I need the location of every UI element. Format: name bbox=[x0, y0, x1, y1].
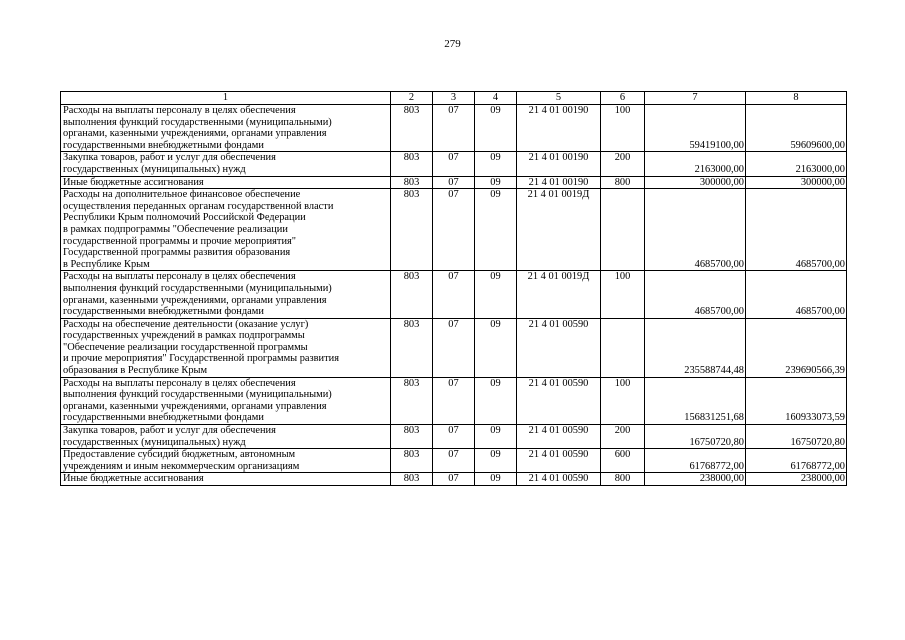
description-line: Предоставление субсидий бюджетным, автономным bbox=[63, 449, 296, 461]
cell-target-article: 21 4 01 0019Д bbox=[517, 189, 601, 271]
cell-amount-year-1: 4685700,00 bbox=[645, 271, 746, 318]
cell-subsection: 09 bbox=[475, 425, 517, 449]
cell-description bbox=[61, 318, 391, 377]
description-line: государственными внебюджетными фондами bbox=[63, 306, 264, 318]
cell-target-article: 21 4 01 00590 bbox=[517, 449, 601, 473]
description-line: органами, казенными учреждениями, органами управления bbox=[63, 400, 327, 412]
description-line: выполнения функций государственными (муниципальными) bbox=[63, 116, 332, 128]
cell-amount-year-1: 235588744,48 bbox=[645, 318, 746, 377]
cell-ministry-code: 803 bbox=[391, 189, 433, 271]
cell-amount-year-2: 239690566,39 bbox=[746, 318, 847, 377]
cell-description bbox=[61, 176, 391, 189]
cell-expense-type bbox=[601, 318, 645, 377]
cell-amount-year-1: 61768772,00 bbox=[645, 449, 746, 473]
description-line: и прочие мероприятия" Государственной программы развития bbox=[63, 353, 339, 365]
cell-description bbox=[61, 189, 391, 271]
cell-description bbox=[61, 449, 391, 473]
table-row bbox=[61, 176, 847, 189]
cell-ministry-code: 803 bbox=[391, 377, 433, 424]
cell-section: 07 bbox=[433, 105, 475, 152]
description-line: государственных (муниципальных) нужд bbox=[63, 436, 246, 448]
description-line: выполнения функций государственными (муниципальными) bbox=[63, 282, 332, 294]
cell-subsection: 09 bbox=[475, 152, 517, 176]
description-line: выполнения функций государственными (муниципальными) bbox=[63, 389, 332, 401]
description-line: органами, казенными учреждениями, органами управления bbox=[63, 128, 327, 140]
cell-ministry-code: 803 bbox=[391, 176, 433, 189]
cell-ministry-code: 803 bbox=[391, 271, 433, 318]
cell-subsection: 09 bbox=[475, 449, 517, 473]
table-body bbox=[61, 105, 847, 486]
cell-section: 07 bbox=[433, 449, 475, 473]
cell-expense-type: 100 bbox=[601, 271, 645, 318]
cell-amount-year-2: 16750720,80 bbox=[746, 425, 847, 449]
header-cell-2: 2 bbox=[391, 92, 433, 105]
cell-expense-type: 600 bbox=[601, 449, 645, 473]
description-line: государственной программы и прочие мероприятия" bbox=[63, 235, 297, 247]
table-row bbox=[61, 473, 847, 486]
cell-section: 07 bbox=[433, 152, 475, 176]
cell-ministry-code: 803 bbox=[391, 152, 433, 176]
cell-amount-year-2: 300000,00 bbox=[746, 176, 847, 189]
cell-section: 07 bbox=[433, 189, 475, 271]
header-cell-8: 8 bbox=[746, 92, 847, 105]
table-row bbox=[61, 105, 847, 152]
cell-amount-year-2: 4685700,00 bbox=[746, 189, 847, 271]
cell-section: 07 bbox=[433, 176, 475, 189]
header-cell-6: 6 bbox=[601, 92, 645, 105]
cell-ministry-code: 803 bbox=[391, 473, 433, 486]
cell-subsection: 09 bbox=[475, 473, 517, 486]
cell-description bbox=[61, 105, 391, 152]
cell-amount-year-2: 238000,00 bbox=[746, 473, 847, 486]
table-row bbox=[61, 189, 847, 271]
table-row bbox=[61, 318, 847, 377]
cell-target-article: 21 4 01 00590 bbox=[517, 377, 601, 424]
description-line: Закупка товаров, работ и услуг для обеспечения bbox=[63, 425, 276, 437]
cell-expense-type: 100 bbox=[601, 105, 645, 152]
cell-amount-year-1: 2163000,00 bbox=[645, 152, 746, 176]
description-line: в рамках подпрограммы "Обеспечение реализации bbox=[63, 223, 288, 235]
cell-description bbox=[61, 271, 391, 318]
cell-amount-year-2: 61768772,00 bbox=[746, 449, 847, 473]
cell-amount-year-2: 2163000,00 bbox=[746, 152, 847, 176]
cell-amount-year-1: 156831251,68 bbox=[645, 377, 746, 424]
table-row bbox=[61, 271, 847, 318]
cell-subsection: 09 bbox=[475, 377, 517, 424]
cell-description bbox=[61, 425, 391, 449]
description-line: учреждениям и иным некоммерческим организациям bbox=[63, 460, 300, 472]
header-row bbox=[61, 92, 847, 105]
cell-description bbox=[61, 473, 391, 486]
description-line: "Обеспечение реализации государственной программы bbox=[63, 341, 308, 353]
description-line: в Республике Крым bbox=[63, 258, 150, 270]
table-row bbox=[61, 377, 847, 424]
description-line: государственными внебюджетными фондами bbox=[63, 412, 264, 424]
cell-section: 07 bbox=[433, 425, 475, 449]
cell-target-article: 21 4 01 00190 bbox=[517, 152, 601, 176]
cell-amount-year-1: 16750720,80 bbox=[645, 425, 746, 449]
cell-expense-type: 200 bbox=[601, 152, 645, 176]
cell-section: 07 bbox=[433, 271, 475, 318]
cell-subsection: 09 bbox=[475, 105, 517, 152]
cell-amount-year-1: 59419100,00 bbox=[645, 105, 746, 152]
description-line: Расходы на дополнительное финансовое обеспечение bbox=[63, 189, 301, 201]
cell-amount-year-1: 238000,00 bbox=[645, 473, 746, 486]
description-line: государственными внебюджетными фондами bbox=[63, 139, 264, 151]
cell-amount-year-1: 300000,00 bbox=[645, 176, 746, 189]
cell-subsection: 09 bbox=[475, 318, 517, 377]
description-line: органами, казенными учреждениями, органами управления bbox=[63, 294, 327, 306]
page-number: 279 bbox=[444, 38, 461, 50]
cell-expense-type bbox=[601, 189, 645, 271]
description-line: Закупка товаров, работ и услуг для обеспечения bbox=[63, 152, 276, 164]
description-line: Государственной программы развития образования bbox=[63, 247, 291, 259]
cell-subsection: 09 bbox=[475, 271, 517, 318]
cell-amount-year-1: 4685700,00 bbox=[645, 189, 746, 271]
description-line: Расходы на выплаты персоналу в целях обеспечения bbox=[63, 377, 296, 389]
cell-description bbox=[61, 152, 391, 176]
cell-section: 07 bbox=[433, 318, 475, 377]
description-line: образования в Республике Крым bbox=[63, 365, 208, 377]
cell-target-article: 21 4 01 00190 bbox=[517, 105, 601, 152]
cell-expense-type: 800 bbox=[601, 176, 645, 189]
description-line: Расходы на выплаты персоналу в целях обеспечения bbox=[63, 271, 296, 283]
description-line: Расходы на обеспечение деятельности (оказание услуг) bbox=[63, 318, 309, 330]
cell-ministry-code: 803 bbox=[391, 105, 433, 152]
budget-table bbox=[60, 91, 847, 486]
cell-subsection: 09 bbox=[475, 176, 517, 189]
cell-amount-year-2: 160933073,59 bbox=[746, 377, 847, 424]
cell-expense-type: 100 bbox=[601, 377, 645, 424]
cell-expense-type: 800 bbox=[601, 473, 645, 486]
description-line: Иные бюджетные ассигнования bbox=[63, 473, 204, 485]
cell-ministry-code: 803 bbox=[391, 449, 433, 473]
description-line: Иные бюджетные ассигнования bbox=[63, 176, 204, 188]
cell-section: 07 bbox=[433, 473, 475, 486]
cell-section: 07 bbox=[433, 377, 475, 424]
description-line: государственных (муниципальных) нужд bbox=[63, 163, 246, 175]
table-row bbox=[61, 425, 847, 449]
cell-subsection: 09 bbox=[475, 189, 517, 271]
cell-ministry-code: 803 bbox=[391, 318, 433, 377]
cell-ministry-code: 803 bbox=[391, 425, 433, 449]
header-cell-1: 1 bbox=[61, 92, 391, 105]
cell-amount-year-2: 59609600,00 bbox=[746, 105, 847, 152]
description-line: Республики Крым полномочий Российской Федерации bbox=[63, 212, 306, 224]
cell-target-article: 21 4 01 0019Д bbox=[517, 271, 601, 318]
cell-target-article: 21 4 01 00590 bbox=[517, 473, 601, 486]
cell-target-article: 21 4 01 00590 bbox=[517, 318, 601, 377]
cell-target-article: 21 4 01 00590 bbox=[517, 425, 601, 449]
cell-amount-year-2: 4685700,00 bbox=[746, 271, 847, 318]
description-line: Расходы на выплаты персоналу в целях обеспечения bbox=[63, 105, 296, 116]
cell-description bbox=[61, 377, 391, 424]
header-cell-5: 5 bbox=[517, 92, 601, 105]
table-header bbox=[61, 92, 847, 105]
table-row bbox=[61, 152, 847, 176]
cell-expense-type: 200 bbox=[601, 425, 645, 449]
header-cell-3: 3 bbox=[433, 92, 475, 105]
table-row bbox=[61, 449, 847, 473]
description-line: государственных учреждений в рамках подпрограммы bbox=[63, 330, 305, 342]
header-cell-7: 7 bbox=[645, 92, 746, 105]
cell-target-article: 21 4 01 00190 bbox=[517, 176, 601, 189]
description-line: осуществления переданных органам государственной власти bbox=[63, 200, 334, 212]
header-cell-4: 4 bbox=[475, 92, 517, 105]
